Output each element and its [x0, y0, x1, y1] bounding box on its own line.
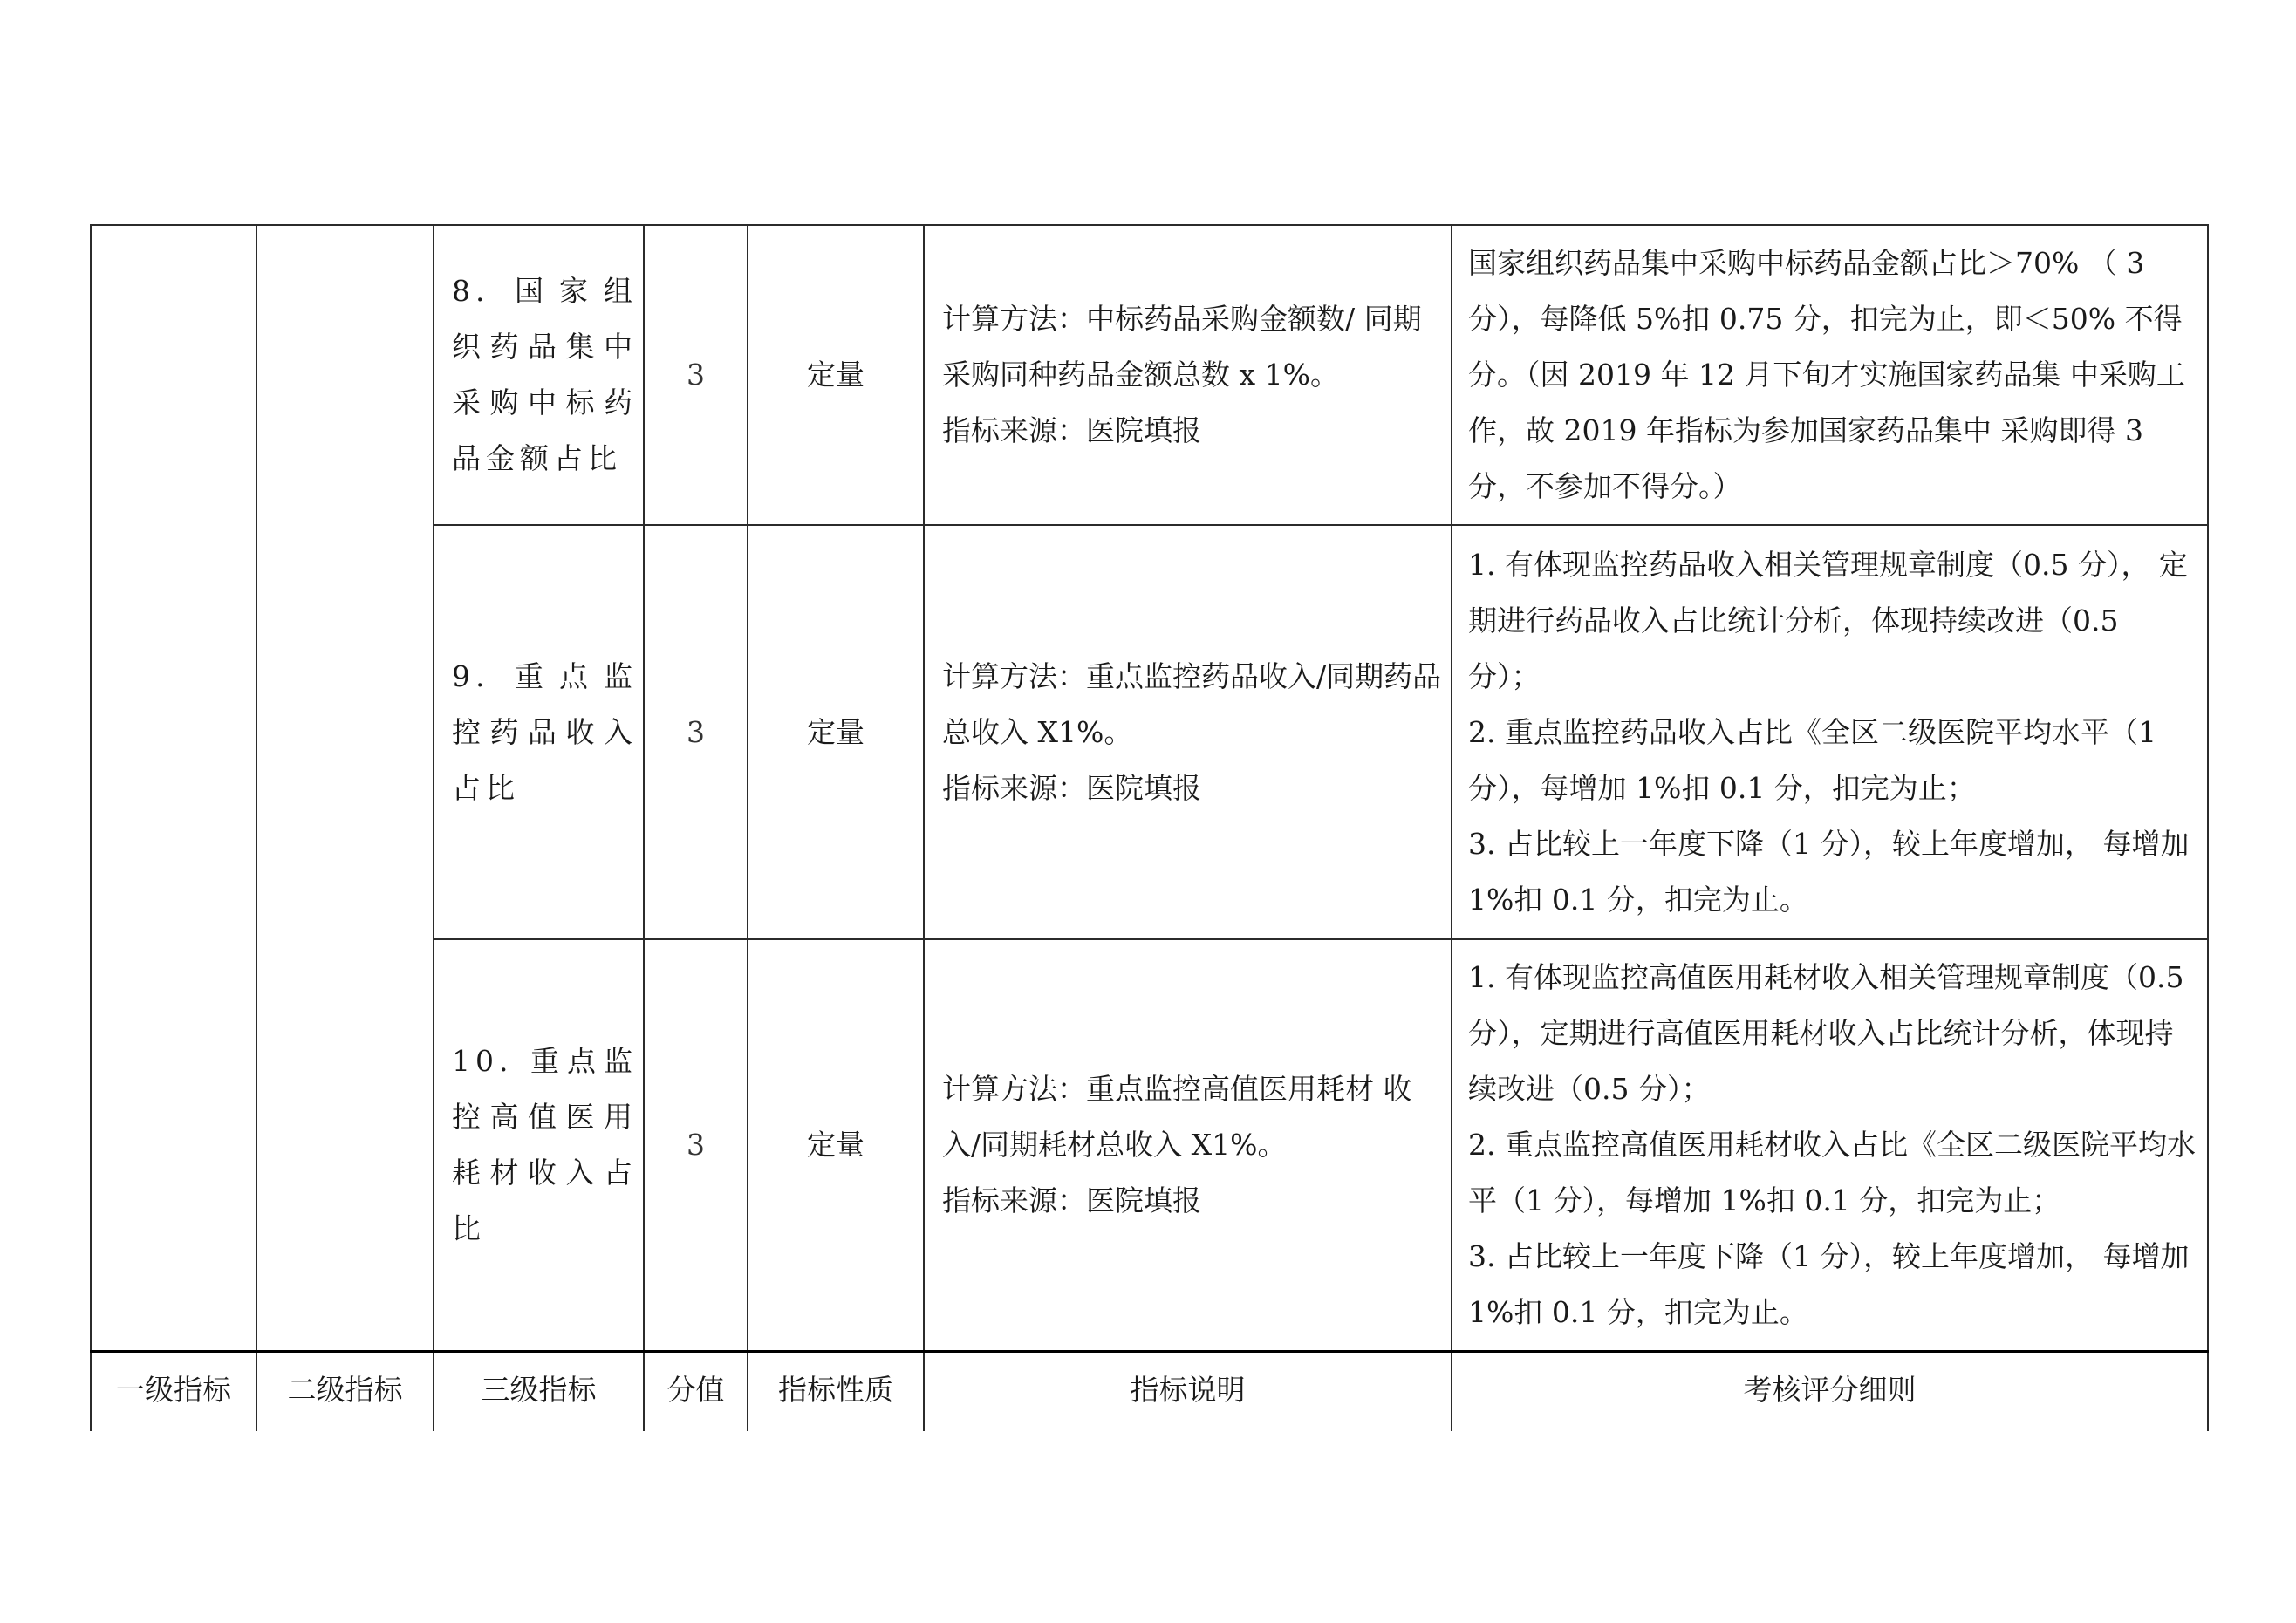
score-value: 3 — [644, 225, 748, 525]
header-rules: 考核评分细则 — [1452, 1352, 2208, 1432]
header-nature: 指标性质 — [748, 1352, 924, 1432]
header-level2: 二级指标 — [256, 1352, 434, 1432]
nature-value: 定量 — [748, 939, 924, 1352]
rule-line: 3. 占比较上一年度下降（1 分），较上年度增加， 每增加 1%扣 0.1 分，扣完为止。 — [1468, 826, 2190, 917]
description-line: 指标来源：医院填报 — [942, 413, 1201, 447]
description-cell — [924, 525, 1452, 939]
level1-cell — [91, 225, 256, 1352]
rule-cell — [1452, 225, 2208, 525]
nature-value: 定量 — [748, 525, 924, 939]
table-row — [91, 225, 2208, 525]
header-score: 分值 — [644, 1352, 748, 1432]
description-line: 指标来源：医院填报 — [942, 770, 1201, 805]
rule-line: 国家组织药品集中采购中标药品金额占比＞70% （ 3 分），每降低 5%扣 0.75 分，扣完为止，即＜50% 不得分。（因 2019 年 12 月下旬才实施国家药品集 中采购工作，故 2019 年指标为参加国家药品集中 采购即得 3 分，不参加不得分。） — [1468, 246, 2185, 503]
rule-line: 1. 有体现监控药品收入相关管理规章制度（0.5 分）， 定期进行药品收入占比统计分析，体现持续改进（0.5 分）； — [1468, 547, 2188, 693]
indicator-table — [90, 224, 2209, 1431]
description-cell — [924, 939, 1452, 1352]
rule-cell — [1452, 525, 2208, 939]
rule-cell — [1452, 939, 2208, 1352]
score-value: 3 — [644, 525, 748, 939]
header-level1: 一级指标 — [91, 1352, 256, 1432]
description-line: 计算方法：重点监控药品收入/同期药品总收入 X1%。 — [942, 658, 1442, 749]
rule-line: 1. 有体现监控高值医用耗材收入相关管理规章制度（0.5 分），定期进行高值医用耗材收入占比统计分析，体现持续改进（0.5 分）； — [1468, 960, 2184, 1106]
description-cell — [924, 225, 1452, 525]
score-value: 3 — [644, 939, 748, 1352]
level3-name: 8. 国家组织药品集中采购中标药品金额占比 — [434, 225, 644, 525]
level2-cell — [256, 225, 434, 1352]
rule-line: 3. 占比较上一年度下降（1 分），较上年度增加， 每增加 1%扣 0.1 分，扣完为止。 — [1468, 1239, 2190, 1329]
rule-line: 2. 重点监控高值医用耗材收入占比《全区二级医院平均水平（1 分），每增加 1%扣 0.1 分，扣完为止； — [1468, 1128, 2196, 1217]
level3-name: 9. 重点监控药品收入占比 — [434, 525, 644, 939]
level3-name: 10. 重点监控高值医用耗材收入占比 — [434, 939, 644, 1352]
nature-value: 定量 — [748, 225, 924, 525]
header-row — [91, 1352, 2208, 1432]
description-line: 指标来源：医院填报 — [942, 1183, 1201, 1217]
header-description: 指标说明 — [924, 1352, 1452, 1432]
rule-line: 2. 重点监控药品收入占比《全区二级医院平均水平（1 分），每增加 1%扣 0.1 分，扣完为止； — [1468, 714, 2156, 805]
description-line: 计算方法：重点监控高值医用耗材 收入/同期耗材总收入 X1%。 — [942, 1072, 1412, 1162]
description-line: 计算方法：中标药品采购金额数/ 同期采购同种药品金额总数 x 1%。 — [942, 302, 1422, 392]
header-level3: 三级指标 — [434, 1352, 644, 1432]
